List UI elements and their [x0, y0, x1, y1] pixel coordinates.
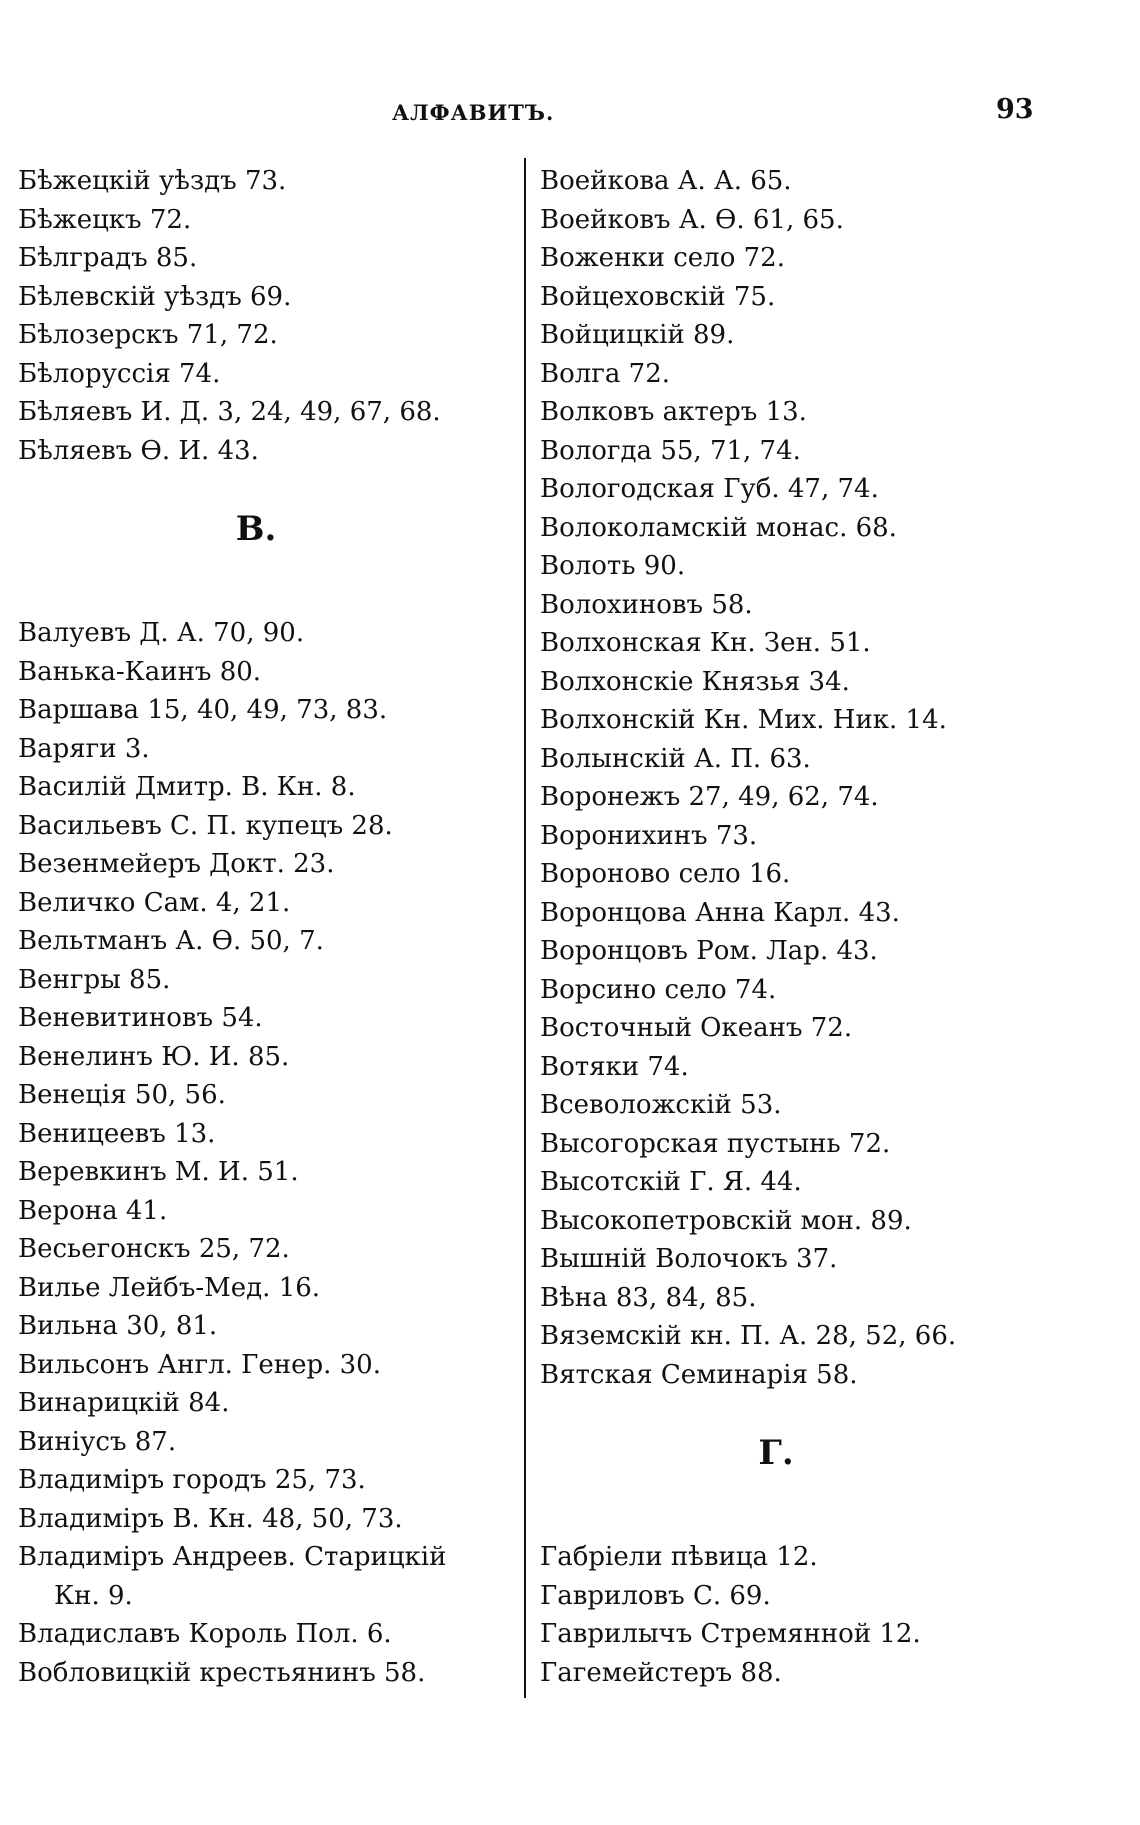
index-entry: Вяземскій кн. П. А. 28, 52, 66. [540, 1321, 957, 1351]
index-entry: Воронцовъ Ром. Лар. 43. [540, 936, 878, 966]
index-entry: Волхонскіе Князья 34. [540, 666, 850, 697]
index-entry: Весьегонскъ 25, 72. [18, 1234, 290, 1264]
right-entries-before [540, 162, 1060, 1394]
index-entry: Везенмейеръ Докт. 23. [18, 849, 335, 879]
index-entry: Воронихинъ 73. [540, 820, 758, 851]
index-entry: Вилье Лейбъ-Мед. 16. [18, 1272, 321, 1303]
index-entry: Вельтманъ А. Ѳ. 50, 7. [18, 926, 324, 956]
index-entry: Гаврилычъ Стремянной 12. [540, 1619, 921, 1649]
index-entry: Веревкинъ М. И. 51. [18, 1157, 299, 1187]
index-entry: Воженки село 72. [540, 243, 785, 273]
index-entry: Высогорская пустынь 72. [540, 1128, 891, 1159]
index-entry: Василій Дмитр. В. Кн. 8. [18, 772, 356, 802]
index-entry: Ванька-Каинъ 80. [18, 656, 262, 687]
index-entry: Величко Сам. 4, 21. [18, 887, 291, 918]
index-entry: Вятская Семинарія 58. [540, 1359, 858, 1390]
index-entry: Венелинъ Ю. И. 85. [18, 1041, 290, 1072]
index-entry: Вороново село 16. [540, 859, 791, 889]
index-entry: Веницеевъ 13. [18, 1118, 216, 1149]
index-entry: Бѣлоруссія 74. [18, 358, 221, 389]
page-header [0, 92, 1140, 132]
index-entry: Воейкова А. А. 65. [540, 166, 792, 196]
index-entry: Владиміръ городъ 25, 73. [18, 1465, 366, 1495]
index-entry: Гавриловъ С. 69. [540, 1580, 771, 1611]
index-entry: Виніусъ 87. [18, 1426, 177, 1457]
index-entry: Всеволожскій 53. [540, 1090, 782, 1120]
section-letter-v: В. [235, 509, 277, 549]
index-entry: Веневитиновъ 54. [18, 1003, 263, 1033]
index-entry: Владиміръ В. Кн. 48, 50, 73. [18, 1503, 403, 1534]
left-entries-before [18, 162, 518, 470]
index-entry: Вологодская Губ. 47, 74. [540, 474, 879, 504]
index-entry: Верона 41. [18, 1195, 168, 1226]
index-entry: Варяги 3. [18, 733, 150, 764]
index-entry: Винарицкій 84. [18, 1388, 230, 1418]
page-number: 93 [996, 94, 1034, 125]
index-entry: Бѣляевъ Ѳ. И. 43. [18, 435, 259, 466]
right-entries-after [540, 1538, 1060, 1692]
index-entry: Волоколамскій монас. 68. [540, 512, 897, 543]
index-entry: Варшава 15, 40, 49, 73, 83. [18, 695, 388, 725]
index-entry: Валуевъ Д. А. 70, 90. [18, 618, 305, 648]
index-entry: Габріели пѣвица 12. [540, 1542, 818, 1572]
index-entry: Высотскій Г. Я. 44. [540, 1167, 802, 1197]
index-entry: Бѣлозерскъ 71, 72. [18, 320, 278, 350]
index-entry: Ворсино село 74. [540, 974, 777, 1005]
index-entry: Вѣна 83, 84, 85. [540, 1282, 757, 1313]
index-entry: Волга 72. [540, 358, 671, 389]
index-entry: Волковъ актеръ 13. [540, 397, 807, 427]
index-entry: Бѣжецкій уѣздъ 73. [18, 166, 287, 196]
index-entry: Васильевъ С. П. купецъ 28. [18, 810, 393, 841]
index-entry: Волынскій А. П. 63. [540, 743, 811, 774]
index-entry: Бѣлевскій уѣздъ 69. [18, 281, 292, 312]
index-entry: Бѣлградъ 85. [18, 243, 198, 273]
index-entry: Волохиновъ 58. [540, 589, 753, 620]
index-entry: Владиславъ Король Пол. 6. [18, 1619, 392, 1649]
index-entry: Восточный Океанъ 72. [540, 1013, 853, 1043]
index-entry: Воронежъ 27, 49, 62, 74. [540, 782, 879, 812]
index-entry: Вологда 55, 71, 74. [540, 435, 801, 466]
index-entry: Воейковъ А. Ѳ. 61, 65. [540, 204, 844, 235]
index-entry: Вильна 30, 81. [18, 1311, 218, 1341]
index-entry: Вильсонъ Англ. Генер. 30. [18, 1349, 381, 1380]
index-entry: Вобловицкій крестьянинъ 58. [18, 1657, 426, 1688]
index-entry: Волоть 90. [540, 551, 686, 581]
section-letter-g: Г. [758, 1433, 794, 1473]
index-entry: Воронцова Анна Карл. 43. [540, 897, 900, 928]
index-entry: Владиміръ Андреев. Старицкій [18, 1542, 447, 1572]
index-entry: Бѣляевъ И. Д. 3, 24, 49, 67, 68. [18, 397, 441, 427]
index-entry: Волхонскій Кн. Мих. Ник. 14. [540, 705, 947, 735]
index-entry: Вышній Волочокъ 37. [540, 1244, 838, 1274]
left-entries-after [18, 614, 518, 1692]
left-column [18, 162, 518, 1692]
index-entry: Войцицкій 89. [540, 320, 735, 350]
right-column [540, 162, 1060, 1692]
index-entry: Вотяки 74. [540, 1051, 689, 1082]
index-entry: Волхонская Кн. Зен. 51. [540, 628, 871, 658]
index-entry: Войцеховскій 75. [540, 281, 776, 312]
index-entry: Бѣжецкъ 72. [18, 204, 192, 235]
index-entry: Венгры 85. [18, 964, 171, 995]
index-entry: Кн. 9. [54, 1580, 133, 1611]
index-entry: Венеція 50, 56. [18, 1080, 226, 1110]
page-title: АЛФАВИТЪ. [392, 100, 555, 125]
index-entry: Гагемейстеръ 88. [540, 1657, 782, 1688]
index-entry: Высокопетровскій мон. 89. [540, 1205, 912, 1236]
